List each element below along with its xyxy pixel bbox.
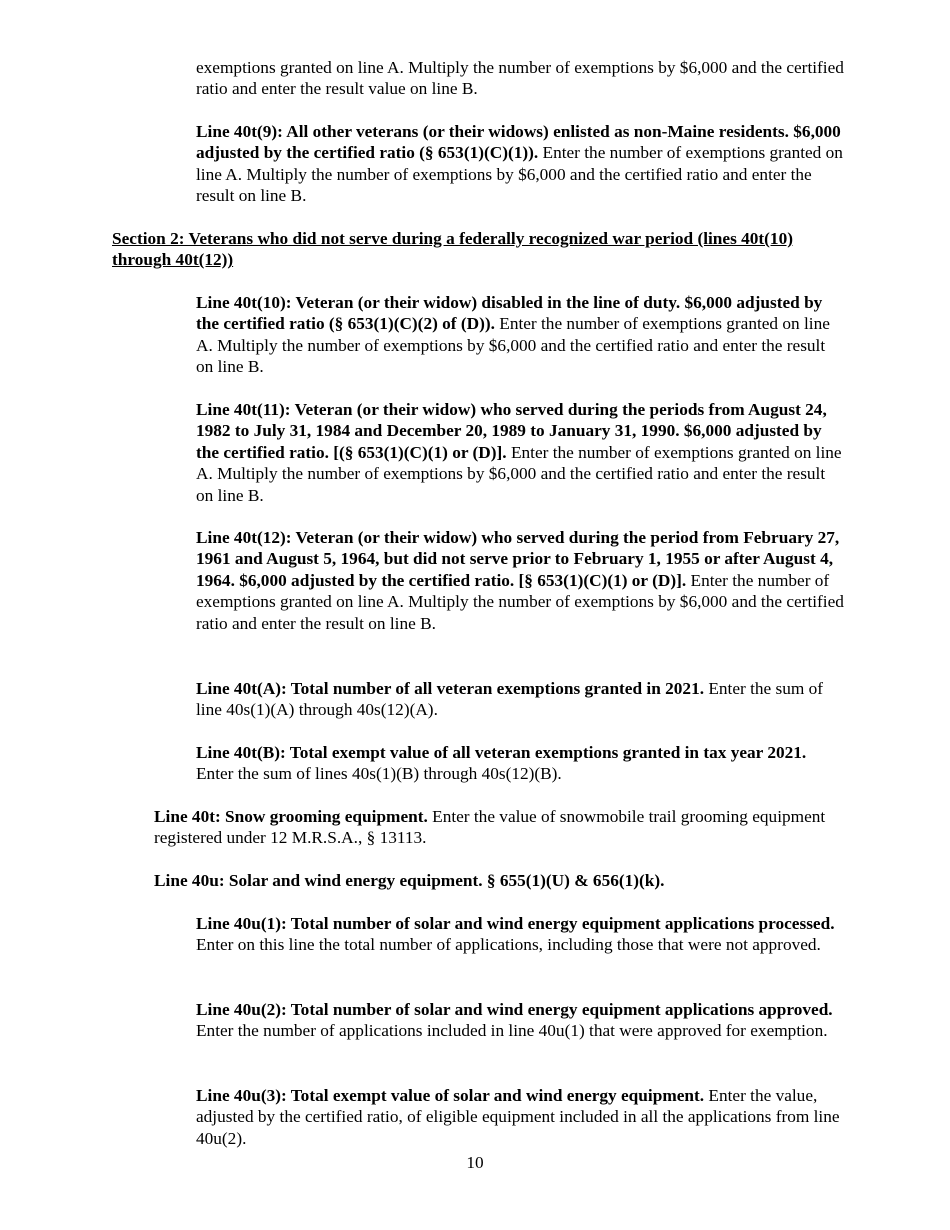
paragraph-heading: Line 40t(12): Veteran (or their widow) who served during the period from February 27, 1961 and August 5, 1964, but did not serve prior to February 1, 1955 or after August 4, 1964. $6,000 adjusted by the certified ratio. [§ 653(1)(C)(1) or (D)]. <box>196 528 840 590</box>
paragraph-line-40u1 <box>196 913 846 956</box>
paragraph-heading: Line 40t(A): Total number of all veteran exemptions granted in 2021. <box>196 679 705 698</box>
paragraph-text: Enter the sum of line 40s(1)(A) through 40s(12)(A). <box>196 679 824 720</box>
paragraph-heading: Line 40t(11): Veteran (or their widow) who served during the periods from August 24, 1982 to July 31, 1984 and December 20, 1989 to January 31, 1990. $6,000 adjusted by the certified ratio. [(§ 653(1)(C)(1) or (D)]. <box>196 400 827 462</box>
paragraph-text: Enter on this line the total number of applications, including those that were not approved. <box>196 935 821 955</box>
paragraph-text: Enter the number of exemptions granted on line A. Multiply the number of exemptions by $6,000 and the certified ratio and enter the result on line B. <box>196 570 844 633</box>
paragraph-text: Enter the sum of lines 40s(1)(B) through 40s(12)(B). <box>196 764 562 784</box>
paragraph-text: Enter the number of exemptions granted on line A. Multiply the number of exemptions by $6,000 and the certified ratio and enter the result on line B. <box>196 314 830 377</box>
paragraph-text: Enter the value, adjusted by the certified ratio, of eligible equipment included in all the applications from line 40u(2). <box>196 1086 840 1148</box>
paragraph-heading: Line 40t(9): All other veterans (or their widows) enlisted as non-Maine residents. $6,000 adjusted by the certified ratio (§ 653(1)(C)(1)). <box>196 122 841 163</box>
paragraph-heading: Line 40t: Snow grooming equipment. <box>154 807 428 826</box>
paragraph-heading: Line 40t(10): Veteran (or their widow) disabled in the line of duty. $6,000 adjusted by the certified ratio (§ 653(1)(C)(2) of (D)). <box>196 293 823 334</box>
paragraph-line-40tA <box>196 678 846 721</box>
section-heading: Section 2: Veterans who did not serve during a federally recognized war period (lines 40t(10) through 40t(12)) <box>112 229 793 270</box>
paragraph-line-40t-snow-grooming <box>154 806 854 849</box>
paragraph-line-40u <box>154 870 854 891</box>
paragraph-line-40t9 <box>196 121 846 207</box>
paragraph-text: Enter the number of exemptions granted on line A. Multiply the number of exemptions by $6,000 and the certified ratio and enter the result on line B. <box>196 442 842 505</box>
paragraph-line-40t12 <box>196 527 846 634</box>
paragraph-text: Enter the number of applications included in line 40u(1) that were approved for exemption. <box>196 1021 828 1041</box>
section-2-heading <box>112 228 812 271</box>
paragraph-line-40t11 <box>196 399 846 506</box>
paragraph-heading: Line 40u(1): Total number of solar and wind energy equipment applications processed. <box>196 914 835 933</box>
paragraph-heading: Line 40t(B): Total exempt value of all veteran exemptions granted in tax year 2021. <box>196 743 807 762</box>
paragraph-heading: Line 40u(3): Total exempt value of solar and wind energy equipment. <box>196 1086 705 1105</box>
page-number: 10 <box>466 1153 484 1172</box>
paragraph-text: Enter the value of snowmobile trail grooming equipment registered under 12 M.R.S.A., § 13113. <box>154 807 826 848</box>
paragraph-text: Enter the number of exemptions granted on line A. Multiply the number of exemptions by $6,000 and the certified ratio and enter the result on line B. <box>196 143 843 206</box>
paragraph-line-40t8-continuation <box>196 57 846 100</box>
paragraph-line-40tB <box>196 742 846 785</box>
paragraph-heading: Line 40u: Solar and wind energy equipment. § 655(1)(U) & 656(1)(k). <box>154 871 665 890</box>
paragraph-text: exemptions granted on line A. Multiply the number of exemptions by $6,000 and the certified ratio and enter the result value on line B. <box>196 58 844 99</box>
paragraph-line-40u3 <box>196 1085 846 1149</box>
paragraph-line-40t10 <box>196 292 846 378</box>
paragraph-heading: Line 40u(2): Total number of solar and wind energy equipment applications approved. <box>196 1000 833 1019</box>
paragraph-line-40u2 <box>196 999 846 1042</box>
